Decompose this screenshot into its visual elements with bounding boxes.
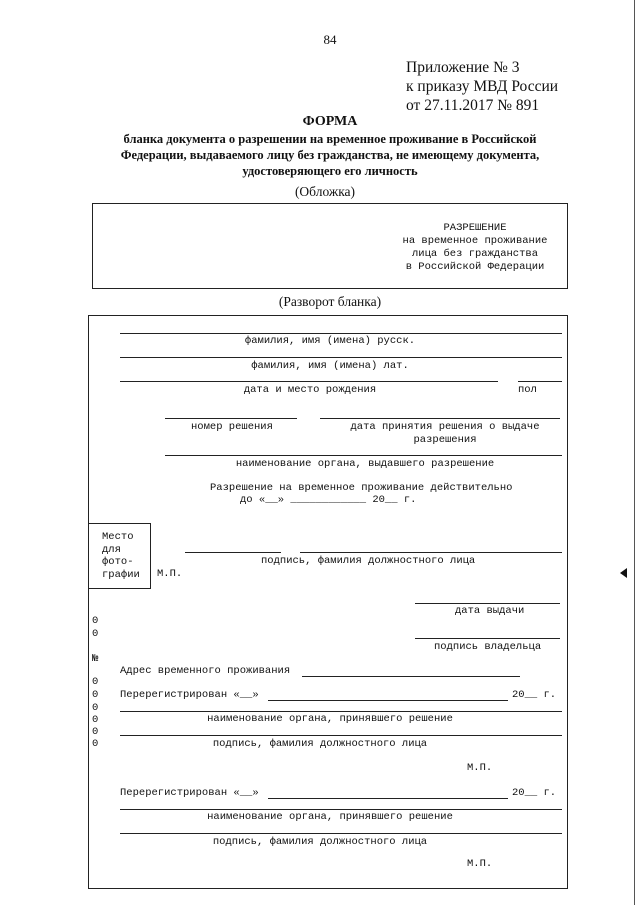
form-subtitle-line-2: Федерации, выдаваемого лицу без гражданства, не имеющему документа, [120, 148, 540, 162]
caption-birth: дата и место рождения [243, 384, 377, 396]
form-subtitle-line-3: удостоверяющего его личность [242, 164, 418, 178]
stamp-1: М.П. [157, 568, 183, 580]
caption-official-signature-3: подпись, фамилия должностного лица [212, 836, 428, 848]
field-line-official-signature-2 [120, 735, 562, 736]
caption-sex: пол [518, 384, 537, 396]
field-line-decision-date [320, 418, 560, 419]
margin-mark: 0 [92, 615, 99, 627]
appendix-line-2: к приказу МВД России [406, 78, 559, 95]
rereg-1-label: Перерегистрирован «__» [120, 689, 259, 701]
appendix-block [406, 58, 558, 115]
form-title: ФОРМА [302, 114, 358, 129]
field-line-decision-number [165, 418, 297, 419]
caption-holder-signature: подпись владельца [434, 641, 542, 653]
field-line-rereg-1 [268, 700, 508, 701]
cover-line-3: лица без гражданства [411, 248, 539, 260]
field-line-holder-signature [415, 638, 560, 639]
field-line-sex [518, 381, 562, 382]
photo-caption-line-3: фото- [102, 556, 134, 568]
field-line-signature-right [300, 552, 562, 553]
page-number: 84 [323, 32, 337, 47]
spread-frame [88, 315, 568, 889]
stamp-2: М.П. [467, 762, 493, 774]
field-line-signature-left [185, 552, 281, 553]
field-line-official-signature-3 [120, 833, 562, 834]
rereg-2-label: Перерегистрирован «__» [120, 787, 259, 799]
field-line-issue-date [415, 603, 560, 604]
validity-line-2: до «__» ____________ 20__ г. [240, 494, 417, 506]
field-line-issuing-body [165, 455, 562, 456]
field-line-address [302, 676, 520, 677]
caption-surname-lat: фамилия, имя (имена) лат. [251, 360, 409, 372]
caption-surname-rus: фамилия, имя (имена) русск. [244, 335, 416, 347]
form-subtitle [60, 131, 600, 179]
field-line-birth [120, 381, 498, 382]
photo-caption-line-1: Место [102, 531, 134, 543]
caption-decision-date [330, 421, 560, 447]
cover-line-4: в Российской Федерации [405, 261, 545, 273]
margin-mark: 0 [92, 628, 99, 640]
caption-issue-date: дата выдачи [455, 605, 525, 617]
margin-mark: 0 [92, 702, 99, 714]
margin-mark: № [92, 653, 99, 665]
field-line-surname-lat [120, 357, 562, 358]
spread-heading: (Разворот бланка) [278, 294, 382, 309]
margin-mark: 0 [92, 738, 99, 750]
rereg-2-year: 20__ г. [512, 787, 557, 799]
margin-mark: 0 [92, 676, 99, 688]
caption-decision-number: номер решения [191, 421, 273, 433]
cover-text [380, 222, 570, 274]
appendix-line-1: Приложение № 3 [406, 59, 520, 76]
page-edge [634, 0, 635, 905]
caption-decision-body-2: наименование органа, принявшего решение [207, 811, 453, 823]
address-label: Адрес временного проживания [120, 665, 291, 677]
cover-line-2: на временное проживание [402, 235, 548, 247]
caption-decision-date-line-1: дата принятия решения о выдаче [350, 421, 540, 433]
field-line-surname-rus [120, 333, 562, 334]
scan-mark-icon [620, 568, 627, 578]
margin-mark: 0 [92, 726, 99, 738]
caption-official-signature-2: подпись, фамилия должностного лица [212, 738, 428, 750]
cover-heading: (Обложка) [294, 184, 356, 199]
caption-issuing-body: наименование органа, выдавшего разрешение [235, 458, 495, 470]
photo-caption [102, 531, 140, 581]
appendix-line-3: от 27.11.2017 № 891 [406, 97, 540, 114]
photo-caption-line-2: для [102, 543, 121, 556]
field-line-decision-body-2 [120, 809, 562, 810]
caption-official-signature: подпись, фамилия должностного лица [261, 555, 476, 567]
caption-decision-body-1: наименование органа, принявшего решение [207, 713, 453, 725]
cover-line-1: РАЗРЕШЕНИЕ [443, 222, 507, 234]
margin-mark: 0 [92, 689, 99, 701]
margin-mark: 0 [92, 714, 99, 726]
validity-line-1: Разрешение на временное проживание действительно [210, 482, 513, 494]
caption-decision-date-line-2: разрешения [413, 434, 477, 446]
rereg-1-year: 20__ г. [512, 689, 557, 701]
form-subtitle-line-1: бланка документа о разрешении на временное проживание в Российской [123, 132, 537, 146]
field-line-decision-body-1 [120, 711, 562, 712]
stamp-3: М.П. [467, 858, 493, 870]
field-line-rereg-2 [268, 798, 508, 799]
photo-caption-line-4: графии [102, 568, 140, 581]
